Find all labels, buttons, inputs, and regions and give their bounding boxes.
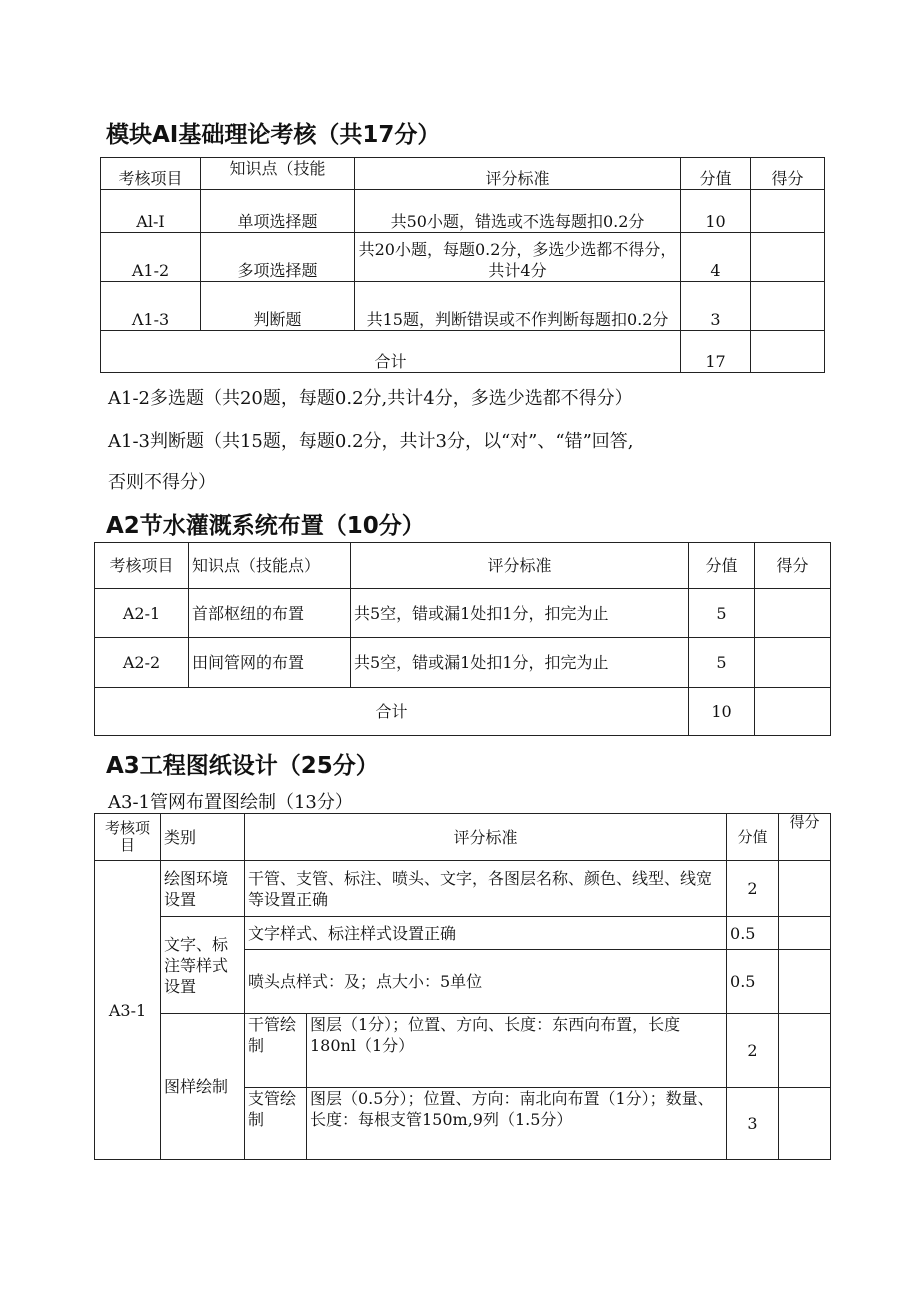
score: 5 xyxy=(689,638,755,688)
score: 3 xyxy=(681,282,751,331)
total-score: 17 xyxy=(681,331,751,373)
header-score: 分值 xyxy=(727,814,779,861)
table-a1 xyxy=(100,157,825,373)
criteria: 干管、支管、标注、喷头、文字，各图层名称、颜色、线型、线宽等设置正确 xyxy=(245,861,727,917)
got-cell xyxy=(751,233,825,282)
note-a1-2: A1-2多选题（共20题，每题0.2分,共计4分，多选少选都不得分） xyxy=(108,388,633,409)
score: 2 xyxy=(727,861,779,917)
header-item: 考核项目 xyxy=(101,158,201,190)
criteria: 图层（1分）；位置、方向、长度：东西向布置，长度180nl（1分） xyxy=(307,1014,727,1088)
category-draw: 图样绘制 xyxy=(161,1014,245,1160)
got-cell xyxy=(779,950,831,1014)
item-id: A1-2 xyxy=(101,233,201,282)
header-item: 考核项目 xyxy=(95,543,189,589)
sub-category-branch: 支管绘制 xyxy=(245,1088,307,1160)
criteria: 喷头点样式：及；点大小：5单位 xyxy=(245,950,727,1014)
table-row xyxy=(101,233,825,282)
note-a1-3-cont: 否则不得分） xyxy=(108,472,216,493)
criteria: 共20小题，每题0.2分，多选少选都不得分，共计4分 xyxy=(355,233,681,282)
category-env: 绘图环境设置 xyxy=(161,861,245,917)
header-point: 知识点（技能 xyxy=(201,158,355,190)
score: 4 xyxy=(681,233,751,282)
table-row xyxy=(95,861,831,917)
got-cell xyxy=(751,190,825,233)
criteria: 共5空，错或漏1处扣1分，扣完为止 xyxy=(351,589,689,638)
header-criteria: 评分标准 xyxy=(245,814,727,861)
got-cell xyxy=(755,589,831,638)
header-criteria: 评分标准 xyxy=(351,543,689,589)
got-cell xyxy=(779,1088,831,1160)
section1-title: 模块AI基础理论考核（共17分） xyxy=(106,122,441,148)
header-item: 考核项目 xyxy=(95,814,161,861)
section3-subtitle: A3-1管网布置图绘制（13分） xyxy=(108,792,353,813)
table-row xyxy=(95,638,831,688)
sub-category-main: 干管绘制 xyxy=(245,1014,307,1088)
header-got: 得分 xyxy=(779,814,831,861)
got-cell xyxy=(751,331,825,373)
table-total-row xyxy=(95,688,831,736)
header-got: 得分 xyxy=(755,543,831,589)
table-row xyxy=(95,917,831,950)
category-text: 文字、标注等样式设置 xyxy=(161,917,245,1014)
knowledge-point: 多项选择题 xyxy=(201,233,355,282)
table-row xyxy=(101,282,825,331)
section3-title: A3工程图纸设计（25分） xyxy=(106,753,379,779)
item-id: A2-2 xyxy=(95,638,189,688)
table-row xyxy=(95,589,831,638)
score: 10 xyxy=(681,190,751,233)
criteria: 共50小题，错选或不选每题扣0.2分 xyxy=(355,190,681,233)
table-row xyxy=(101,190,825,233)
knowledge-point: 单项选择题 xyxy=(201,190,355,233)
criteria: 文字样式、标注样式设置正确 xyxy=(245,917,727,950)
criteria: 图层（0.5分）；位置、方向：南北向布置（1分）；数量、长度：每根支管150m,9列（1.5分） xyxy=(307,1088,727,1160)
knowledge-point: 首部枢纽的布置 xyxy=(189,589,351,638)
knowledge-point: 判断题 xyxy=(201,282,355,331)
score: 3 xyxy=(727,1088,779,1160)
table-total-row xyxy=(101,331,825,373)
criteria: 共5空，错或漏1处扣1分，扣完为止 xyxy=(351,638,689,688)
score: 5 xyxy=(689,589,755,638)
table-header-row xyxy=(101,158,825,190)
table-a3-1 xyxy=(94,813,831,1160)
got-cell xyxy=(755,688,831,736)
score: 2 xyxy=(727,1014,779,1088)
item-id: A3-1 xyxy=(95,861,161,1160)
got-cell xyxy=(779,861,831,917)
got-cell xyxy=(755,638,831,688)
total-score: 10 xyxy=(689,688,755,736)
header-score: 分值 xyxy=(689,543,755,589)
knowledge-point: 田间管网的布置 xyxy=(189,638,351,688)
total-label: 合计 xyxy=(101,331,681,373)
header-category: 类别 xyxy=(161,814,245,861)
table-header-row xyxy=(95,814,831,861)
table-a2 xyxy=(94,542,831,736)
score: 0.5 xyxy=(727,950,779,1014)
item-id: Al-I xyxy=(101,190,201,233)
got-cell xyxy=(779,1014,831,1088)
criteria: 共15题，判断错误或不作判断每题扣0.2分 xyxy=(355,282,681,331)
note-a1-3: A1-3判断题（共15题，每题0.2分，共计3分，以“对”、“错”回答, xyxy=(108,431,634,452)
total-label: 合计 xyxy=(95,688,689,736)
score: 0.5 xyxy=(727,917,779,950)
item-id: A2-1 xyxy=(95,589,189,638)
header-point: 知识点（技能点） xyxy=(189,543,351,589)
header-criteria: 评分标准 xyxy=(355,158,681,190)
section2-title: A2节水灌溉系统布置（10分） xyxy=(106,513,425,539)
got-cell xyxy=(751,282,825,331)
table-header-row xyxy=(95,543,831,589)
table-row xyxy=(95,1014,831,1088)
header-score: 分值 xyxy=(681,158,751,190)
got-cell xyxy=(779,917,831,950)
item-id: Λ1-3 xyxy=(101,282,201,331)
header-got: 得分 xyxy=(751,158,825,190)
